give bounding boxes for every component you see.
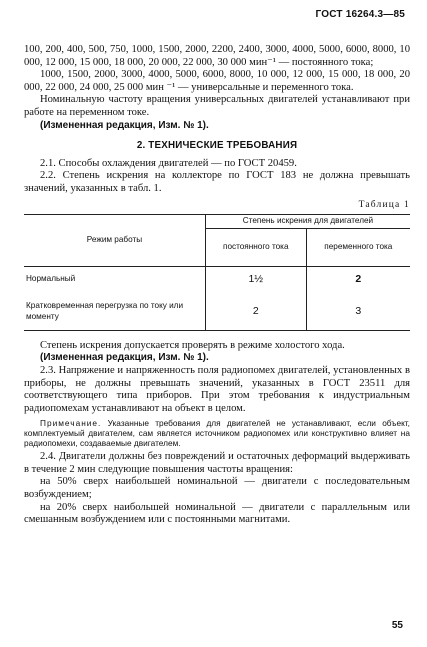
nominal-speed-paragraph: Номинальную частоту вращения универсальных двигателей устанавливают при работе на переменном токе. [24,94,410,118]
edit-note-1: (Измененная редакция, Изм. № 1). [40,119,209,131]
page-number: 55 [391,620,403,631]
row-ac-value: 3 [306,292,410,330]
table-header-ac: переменного тока [306,228,410,266]
document-body [24,44,410,527]
clause-2-3: 2.3. Напряжение и напряженность поля радиопомех двигателей, установленных в приборы, не должны превышать значений, указанных в ГОСТ 23511 для соответствующего типа приборов. При этом требования к индустриальным радиопомехам устанавливают на объект в целом. [24,364,410,414]
row-ac-value: 2 [355,273,362,286]
edit-note-2: (Измененная редакция, Изм. № 1). [40,352,209,364]
table-header-dc: постоянного тока [205,228,306,266]
clause-2-1: 2.1. Способы охлаждения двигателей — по ГОСТ 20459. [40,157,297,169]
table-row [24,292,410,330]
clause-2-2: 2.2. Степень искрения на коллекторе по ГОСТ 183 не должна превышать значений, указанных в табл. 1. [24,170,410,194]
speeds-dc-paragraph: 100, 200, 400, 500, 750, 1000, 1500, 2000, 2200, 2400, 3000, 4000, 5000, 6000, 8000, 10 000, 12 000, 15 000, 18 000, 20 000, 22 000, 30 000 мин⁻¹ — постоянного тока; [24,44,410,68]
speeds-universal-paragraph: 1000, 1500, 2000, 3000, 4000, 5000, 6000, 8000, 10 000, 12 000, 15 000, 18 000, 20 000, 22 000, 24 000, 25 000 мин ⁻¹ — универсальные и переменного тока. [24,69,410,93]
sparking-table [24,214,410,331]
note-text: Указанные требования для двигателей не устанавливают, если объект, комплектуемый двигателем, сам является источником радиопомех или конструктивно влияет на радиопомехи, создаваемые двигателем. [24,418,410,449]
table-header-group: Степень искрения для двигателей [205,215,410,229]
row-dc-value: 2 [205,292,306,330]
table-row [24,266,410,292]
note-label: Примечание. [40,418,102,429]
clause-2-4: 2.4. Двигатели должны без повреждений и остаточных деформаций выдерживать в течение 2 мин следующие повышения частоты вращения: [24,451,410,475]
overspeed-50: на 50% сверх наибольшей номинальной — двигатели с последовательным возбуждением; [24,476,410,501]
check-paragraph: Степень искрения допускается проверять в режиме холостого хода. [40,339,345,351]
table-header-mode: Режим работы [24,215,205,267]
standard-header: ГОСТ 16264.3—85 [315,9,405,20]
section-title: 2. ТЕХНИЧЕСКИЕ ТРЕБОВАНИЯ [136,140,298,152]
table-caption: Таблица 1 [358,199,410,210]
note [24,418,410,448]
row-mode: Кратковременная перегрузка по току или моменту [24,292,205,330]
row-mode: Нормальный [24,266,205,292]
overspeed-20: на 20% сверх наибольшей номинальной — двигатели с параллельным или смешанным возбуждением или с постоянными магнитами. [24,501,410,526]
row-dc-value: 1½ [205,266,306,292]
